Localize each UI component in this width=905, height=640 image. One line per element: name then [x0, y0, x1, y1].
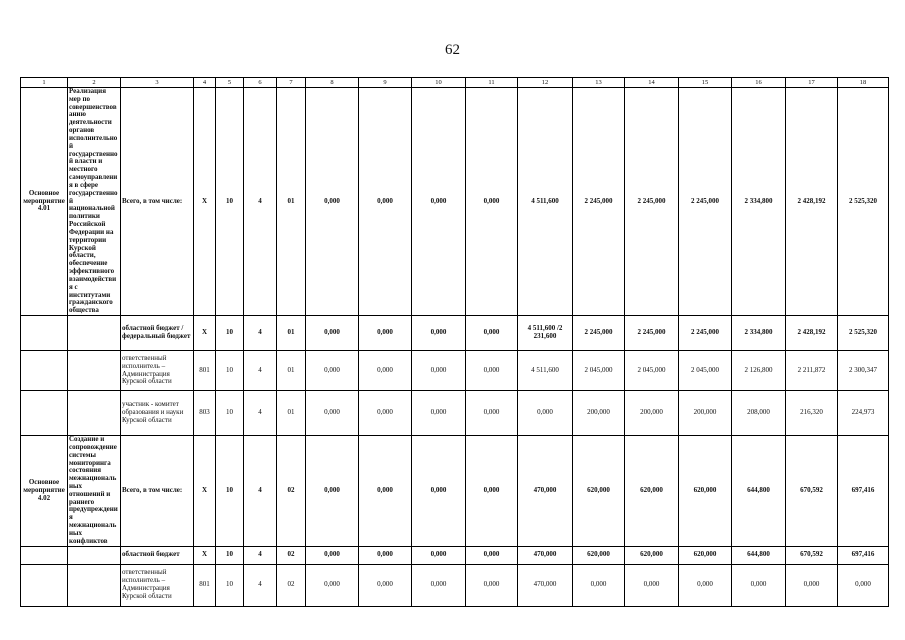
funding-source: участник - комитет образования и науки Курской области	[121, 391, 194, 436]
table-cell: 2 245,000	[625, 316, 679, 351]
header-row	[21, 78, 889, 88]
header-cell: 15	[679, 78, 732, 88]
table-cell: 2 334,800	[732, 88, 786, 316]
table-cell: 670,592	[786, 546, 838, 564]
measure-description	[68, 316, 121, 351]
table-cell: 01	[277, 88, 306, 316]
table-cell: 470,000	[518, 436, 573, 547]
table-cell: 200,000	[573, 391, 625, 436]
table-cell: 4	[244, 564, 277, 606]
table-row	[21, 436, 889, 547]
table-cell: 620,000	[679, 436, 732, 547]
table-cell: 0,000	[306, 391, 359, 436]
table-cell: 2 045,000	[625, 351, 679, 391]
measure-description	[68, 546, 121, 564]
table-cell: 0,000	[306, 564, 359, 606]
table-cell: 02	[277, 436, 306, 547]
table-cell: 2 211,872	[786, 351, 838, 391]
table-cell: 216,320	[786, 391, 838, 436]
table-cell: 208,000	[732, 391, 786, 436]
table-cell: 2 245,000	[679, 316, 732, 351]
table-cell: 4 511,600 /2 231,600	[518, 316, 573, 351]
table-cell: Х	[194, 436, 216, 547]
header-cell: 14	[625, 78, 679, 88]
header-cell: 10	[412, 78, 466, 88]
table-cell: 0,000	[679, 564, 732, 606]
header-cell: 3	[121, 78, 194, 88]
table-cell: 803	[194, 391, 216, 436]
table-cell: 644,800	[732, 546, 786, 564]
table-cell: 0,000	[732, 564, 786, 606]
table-cell: 0,000	[359, 391, 412, 436]
measure-name	[21, 546, 68, 564]
table-cell: 2 245,000	[625, 88, 679, 316]
table-cell: 0,000	[466, 88, 518, 316]
table-cell: 801	[194, 351, 216, 391]
table-cell: 2 245,000	[573, 88, 625, 316]
table-row	[21, 88, 889, 316]
table-cell: 4	[244, 546, 277, 564]
table-cell: 4	[244, 316, 277, 351]
header-cell: 6	[244, 78, 277, 88]
table-cell: 2 428,192	[786, 88, 838, 316]
table-cell: 2 126,800	[732, 351, 786, 391]
table-cell: 4 511,600	[518, 88, 573, 316]
funding-source: Всего, в том числе:	[121, 88, 194, 316]
table-cell: 0,000	[625, 564, 679, 606]
table-row	[21, 546, 889, 564]
table-cell: 0,000	[306, 351, 359, 391]
funding-source: ответственный исполнитель – Администрация Курской области	[121, 351, 194, 391]
header-cell: 5	[216, 78, 244, 88]
header-cell: 11	[466, 78, 518, 88]
header-cell: 4	[194, 78, 216, 88]
table-cell: 620,000	[573, 546, 625, 564]
measure-description: Создание и сопровождение системы мониторинга состояния межнациональных отношений и раннего предупреждения межнациональных конфликтов	[68, 436, 121, 547]
table-cell: 2 245,000	[573, 316, 625, 351]
table-cell: 01	[277, 351, 306, 391]
table-cell: 01	[277, 316, 306, 351]
measure-name	[21, 316, 68, 351]
table-cell: 10	[216, 391, 244, 436]
measure-description	[68, 391, 121, 436]
table-cell: 0,000	[466, 546, 518, 564]
table-cell: 670,592	[786, 436, 838, 547]
measure-description	[68, 564, 121, 606]
table-cell: 697,416	[838, 546, 889, 564]
table-cell: 0,000	[466, 436, 518, 547]
table-cell: 620,000	[679, 546, 732, 564]
header-cell: 16	[732, 78, 786, 88]
table-cell: 644,800	[732, 436, 786, 547]
header-cell: 1	[21, 78, 68, 88]
table-cell: 4	[244, 88, 277, 316]
table-cell: 0,000	[306, 88, 359, 316]
table-cell: 10	[216, 351, 244, 391]
table-cell: 0,000	[306, 436, 359, 547]
table-cell: 801	[194, 564, 216, 606]
table-row	[21, 316, 889, 351]
table-cell: Х	[194, 316, 216, 351]
table-cell: 01	[277, 391, 306, 436]
table-cell: 0,000	[306, 546, 359, 564]
header-cell: 2	[68, 78, 121, 88]
table-cell: 697,416	[838, 436, 889, 547]
table-cell: 0,000	[838, 564, 889, 606]
table-cell: 0,000	[786, 564, 838, 606]
table-cell: 224,973	[838, 391, 889, 436]
funding-source: областной бюджет	[121, 546, 194, 564]
table-cell: 2 525,320	[838, 316, 889, 351]
table-cell: Х	[194, 88, 216, 316]
table-cell: 2 300,347	[838, 351, 889, 391]
page-number: 62	[445, 42, 460, 58]
table-cell: 200,000	[625, 391, 679, 436]
table-cell: 10	[216, 564, 244, 606]
measure-name	[21, 351, 68, 391]
table-cell: 10	[216, 436, 244, 547]
table-cell: 0,000	[412, 436, 466, 547]
table-cell: 0,000	[306, 316, 359, 351]
table-cell: 620,000	[573, 436, 625, 547]
table-cell: 0,000	[412, 316, 466, 351]
table-cell: 0,000	[466, 316, 518, 351]
table-cell: 0,000	[359, 351, 412, 391]
table-cell: 4 511,600	[518, 351, 573, 391]
table-cell: 10	[216, 546, 244, 564]
table-cell: 0,000	[359, 88, 412, 316]
measure-name	[21, 564, 68, 606]
table-cell: 0,000	[359, 564, 412, 606]
table-cell: 02	[277, 564, 306, 606]
table-cell: 2 045,000	[573, 351, 625, 391]
table-cell: 02	[277, 546, 306, 564]
table-cell: 4	[244, 391, 277, 436]
table-cell: 2 045,000	[679, 351, 732, 391]
table-cell: 2 525,320	[838, 88, 889, 316]
table-cell: 0,000	[412, 391, 466, 436]
table-cell: 2 428,192	[786, 316, 838, 351]
table-cell: 0,000	[412, 351, 466, 391]
measure-name: Основное мероприятие 4.02	[21, 436, 68, 547]
table-cell: 2 245,000	[679, 88, 732, 316]
table-cell: 10	[216, 316, 244, 351]
header-cell: 13	[573, 78, 625, 88]
table-row	[21, 351, 889, 391]
header-cell: 7	[277, 78, 306, 88]
table-cell: 470,000	[518, 564, 573, 606]
table-cell: 4	[244, 436, 277, 547]
table-row	[21, 564, 889, 606]
header-cell: 18	[838, 78, 889, 88]
table-cell: 0,000	[359, 436, 412, 547]
measure-name	[21, 391, 68, 436]
table-cell: 0,000	[466, 391, 518, 436]
table-cell: 200,000	[679, 391, 732, 436]
measure-description: Реализация мер по совершенствованию деятельности органов исполнительной государственной власти и местного самоуправления в сфере государственной национальной политики Российской Федерации на территории Курской области, обеспечение эффективного взаимодействия с институтами гражданского общества	[68, 88, 121, 316]
funding-source: ответственный исполнитель – Администрация Курской области	[121, 564, 194, 606]
measure-name: Основное мероприятие 4.01	[21, 88, 68, 316]
table-row	[21, 391, 889, 436]
table-cell: 4	[244, 351, 277, 391]
header-cell: 8	[306, 78, 359, 88]
table-cell: 0,000	[412, 88, 466, 316]
table-cell: 0,000	[466, 564, 518, 606]
table-cell: 0,000	[412, 546, 466, 564]
table-cell: 620,000	[625, 546, 679, 564]
funding-source: областной бюджет /федеральный бюджет	[121, 316, 194, 351]
table-cell: 0,000	[359, 316, 412, 351]
table-cell: 0,000	[359, 546, 412, 564]
table-cell: 2 334,800	[732, 316, 786, 351]
table-cell: Х	[194, 546, 216, 564]
measure-description	[68, 351, 121, 391]
table-cell: 10	[216, 88, 244, 316]
header-cell: 9	[359, 78, 412, 88]
table-cell: 620,000	[625, 436, 679, 547]
header-cell: 12	[518, 78, 573, 88]
table-cell: 0,000	[518, 391, 573, 436]
budget-table	[20, 77, 889, 607]
table-cell: 0,000	[412, 564, 466, 606]
table-cell: 470,000	[518, 546, 573, 564]
table-cell: 0,000	[573, 564, 625, 606]
table-cell: 0,000	[466, 351, 518, 391]
funding-source: Всего, в том числе:	[121, 436, 194, 547]
header-cell: 17	[786, 78, 838, 88]
